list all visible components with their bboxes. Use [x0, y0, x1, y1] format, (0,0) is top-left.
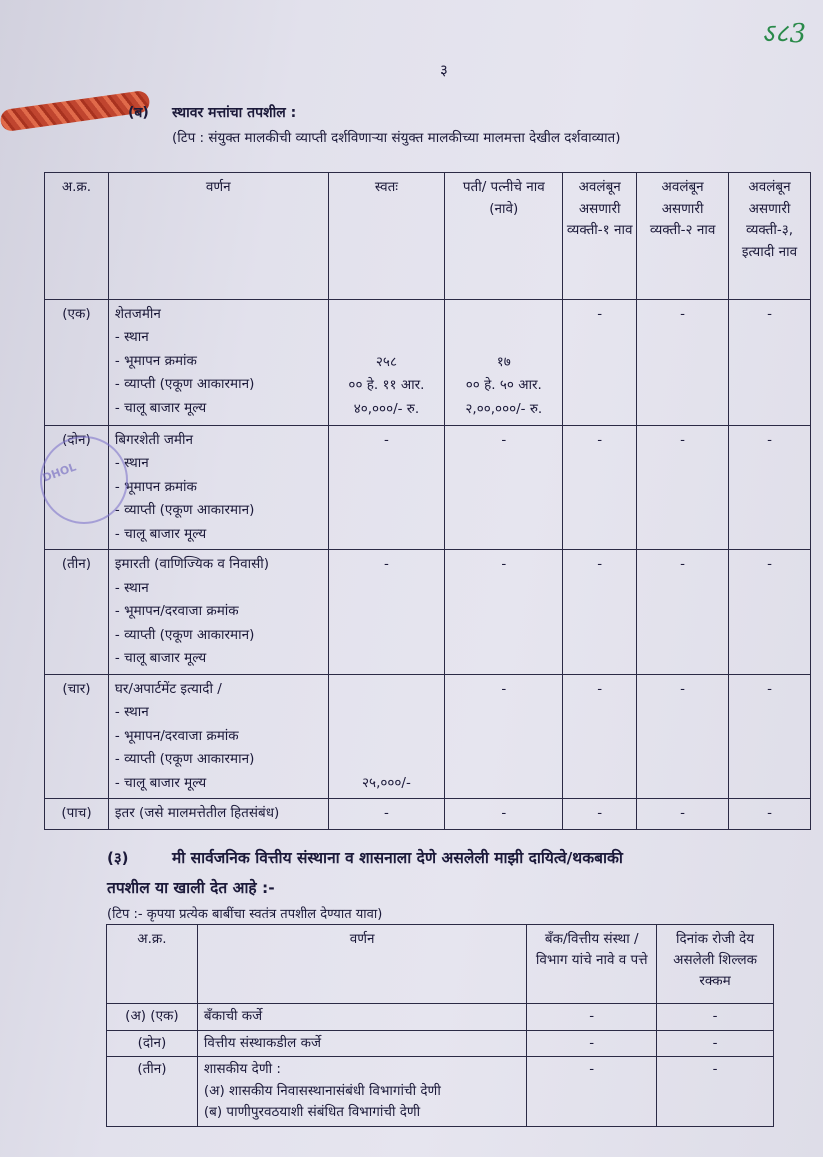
table-row	[107, 1030, 774, 1057]
row-title: शासकीय देणी :	[203, 1061, 281, 1078]
table-header-row	[45, 173, 811, 300]
bank-cell: -	[527, 1030, 657, 1057]
balance-cell: -	[657, 1030, 774, 1057]
table-row	[45, 674, 811, 798]
dependent-3-cell: -	[729, 300, 811, 426]
row-number: (एक)	[45, 300, 109, 426]
row-item: - भूमापन क्रमांक	[114, 478, 197, 495]
row-number: (चार)	[45, 674, 109, 798]
dependent-2-cell: -	[637, 550, 729, 674]
page-number: ३	[440, 61, 448, 79]
balance-cell: -	[657, 1057, 774, 1127]
row-item: - स्थान	[114, 579, 149, 596]
dependent-1-cell: -	[563, 550, 637, 674]
table-row	[107, 1004, 774, 1031]
header-description: वर्णन	[197, 925, 526, 1004]
row-item: - व्याप्ती (एकूण आकारमान)	[114, 376, 255, 393]
self-cell: -	[328, 550, 445, 674]
row-subitem: (ब) पाणीपुरवठयाशी संबंधित विभागांची देणी	[203, 1104, 421, 1121]
table-row	[45, 550, 811, 674]
row-item: - भूमापन/दरवाजा क्रमांक	[114, 603, 239, 620]
table-row	[107, 1057, 774, 1127]
row-description	[108, 550, 328, 674]
row-title: इमारती (वाणिज्यिक व निवासी)	[114, 556, 270, 573]
row-number: (पाच)	[45, 799, 109, 829]
section-letter: (ब)	[128, 105, 149, 121]
header-dependent-1: अवलंबून असणारी व्यक्ती-१ नाव	[563, 173, 637, 300]
dependent-3-cell: -	[729, 799, 811, 829]
section-title: स्थावर मत्तांचा तपशील :	[172, 105, 297, 121]
spouse-cell: -	[445, 550, 563, 674]
row-item: - भूमापन क्रमांक	[114, 352, 197, 369]
row-title: घर/अपार्टमेंट इत्यादी /	[114, 680, 222, 697]
section-3-number: (३)	[107, 849, 129, 867]
survey-number: १७	[496, 354, 511, 370]
office-stamp	[40, 436, 128, 524]
market-value: २,००,०००/- रु.	[465, 400, 543, 417]
header-description: वर्णन	[108, 173, 328, 300]
row-item: - व्याप्ती (एकूण आकारमान)	[114, 751, 255, 768]
row-description: वित्तीय संस्थाकडील कर्जे	[197, 1030, 526, 1057]
row-item: - भूमापन/दरवाजा क्रमांक	[114, 727, 239, 744]
self-values-cell	[328, 300, 445, 426]
self-cell: -	[328, 426, 445, 550]
row-item: - चालू बाजार मूल्य	[114, 650, 207, 667]
table-header-row	[107, 925, 774, 1004]
dependent-3-cell: -	[729, 674, 811, 798]
row-title: इतर (जसे मालमत्तेतील हितसंबंध)	[108, 799, 328, 829]
survey-number: २५८	[375, 354, 397, 370]
row-number: (दोन)	[107, 1030, 198, 1057]
row-item: - चालू बाजार मूल्य	[114, 399, 207, 416]
self-cell: -	[328, 799, 445, 829]
row-item: - चालू बाजार मूल्य	[114, 525, 207, 542]
spouse-cell: -	[445, 799, 563, 829]
row-title: शेतजमीन	[114, 306, 161, 322]
bank-cell: -	[527, 1004, 657, 1031]
header-balance: दिनांक रोजी देय असलेली शिल्लक रक्कम	[657, 925, 774, 1004]
row-item: - स्थान	[114, 455, 149, 472]
stamp-text: DHOL	[40, 460, 78, 485]
dependent-1-cell: -	[563, 674, 637, 798]
row-description	[108, 674, 328, 798]
row-description	[197, 1057, 526, 1127]
row-item: - व्याप्ती (एकूण आकारमान)	[114, 502, 255, 519]
immovable-assets-table	[44, 172, 811, 830]
table-row	[45, 426, 811, 550]
dependent-3-cell: -	[729, 426, 811, 550]
dependent-1-cell: -	[563, 799, 637, 829]
row-item: - चालू बाजार मूल्य	[114, 774, 207, 791]
row-item: - स्थान	[114, 329, 149, 346]
table-row	[45, 799, 811, 829]
row-subitem: (अ) शासकीय निवासस्थानासंबंधी विभागांची देणी	[203, 1082, 441, 1099]
row-item: - स्थान	[114, 704, 149, 721]
row-description	[108, 426, 328, 550]
dependent-3-cell: -	[729, 550, 811, 674]
table-row	[45, 300, 811, 426]
header-sr: अ.क्र.	[45, 173, 109, 300]
header-dependent-3: अवलंबून असणारी व्यक्ती-३, इत्यादी नाव	[729, 173, 811, 300]
row-description	[108, 300, 328, 426]
spouse-values-cell	[445, 300, 563, 426]
dependent-2-cell: -	[637, 674, 729, 798]
row-number: (तीन)	[45, 550, 109, 674]
dependent-2-cell: -	[637, 799, 729, 829]
header-self: स्वतः	[328, 173, 445, 300]
spouse-cell: -	[445, 674, 563, 798]
row-description: बँकाची कर्जे	[197, 1004, 526, 1031]
section-3-heading: मी सार्वजनिक वित्तीय संस्थाना व शासनाला देणे असलेली माझी दायित्वे/थकबाकी	[172, 849, 623, 867]
header-bank: बँक/वित्तीय संस्था / विभाग यांचे नावे व पत्ते	[527, 925, 657, 1004]
dependent-1-cell: -	[563, 426, 637, 550]
section-3-heading-continued: तपशील या खाली देत आहे :-	[107, 879, 275, 897]
area-value: ०० हे. ५० आर.	[465, 377, 542, 394]
row-number: (दोन)	[45, 426, 109, 550]
liabilities-table	[106, 924, 774, 1127]
self-market-value: २५,०००/-	[328, 674, 445, 798]
header-spouse: पती/ पत्नीचे नाव (नावे)	[445, 173, 563, 300]
section-3-note: (टिप :- कृपया प्रत्येक बाबींचा स्वतंत्र तपशील देण्यात यावा)	[107, 907, 383, 922]
header-sr: अ.क्र.	[107, 925, 198, 1004]
row-item: - व्याप्ती (एकूण आकारमान)	[114, 626, 255, 643]
row-number: (अ) (एक)	[107, 1004, 198, 1031]
spouse-cell: -	[445, 426, 563, 550]
header-dependent-2: अवलंबून असणारी व्यक्ती-२ नाव	[637, 173, 729, 300]
row-title: बिगरशेती जमीन	[114, 432, 193, 448]
bank-cell: -	[527, 1057, 657, 1127]
section-note: (टिप : संयुक्त मालकीची व्याप्ती दर्शविणाऱ्या संयुक्त मालकीच्या मालमत्ता देखील दर्शवाव्यात)	[172, 130, 621, 146]
balance-cell: -	[657, 1004, 774, 1031]
dependent-2-cell: -	[637, 300, 729, 426]
area-value: ०० हे. ११ आर.	[348, 377, 425, 394]
dependent-2-cell: -	[637, 426, 729, 550]
dependent-1-cell: -	[563, 300, 637, 426]
handwritten-page-number: ऽ८3	[761, 19, 807, 49]
market-value: ४०,०००/- रु.	[353, 400, 420, 417]
row-number: (तीन)	[107, 1057, 198, 1127]
